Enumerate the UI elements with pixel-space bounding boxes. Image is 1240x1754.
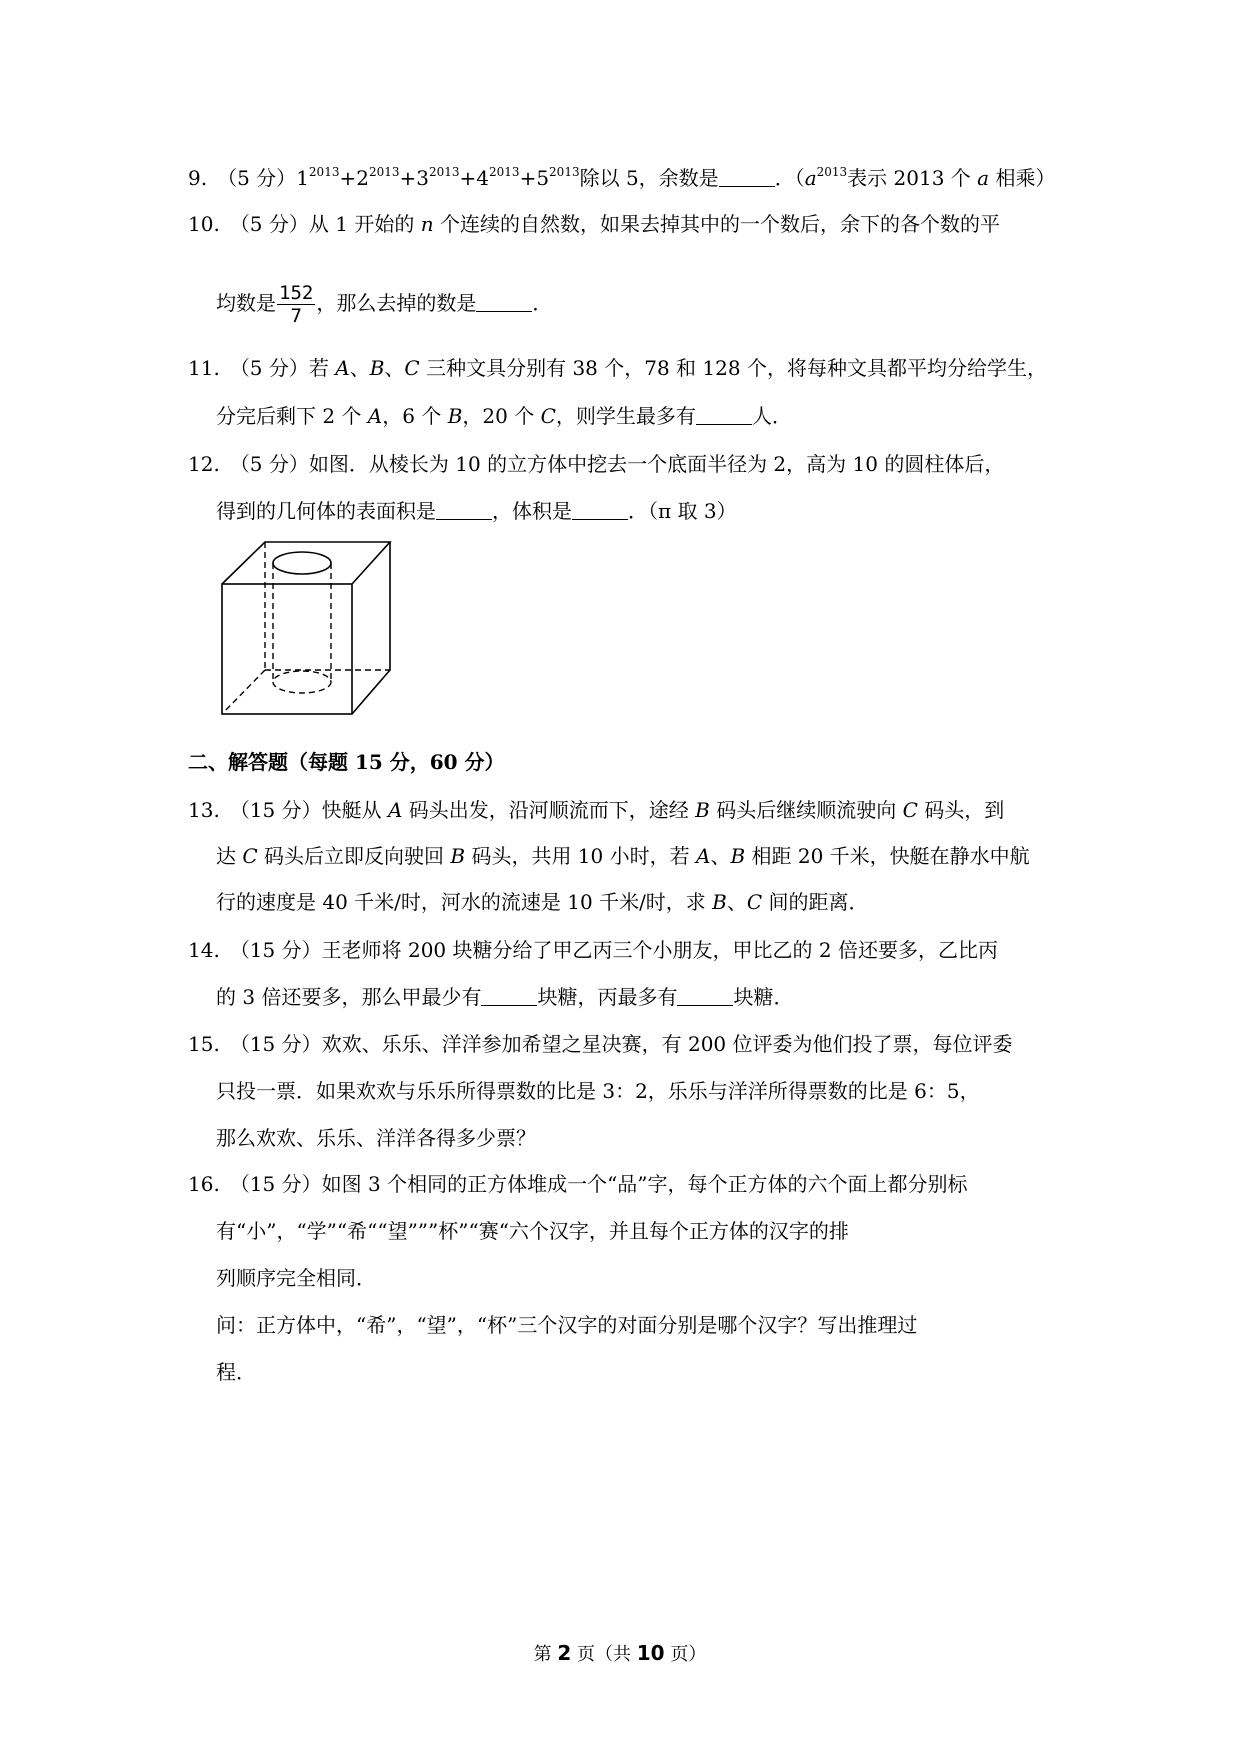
question-text: 码头，到 [917,798,1005,822]
base-1: 1 [296,166,309,190]
variable: C [746,890,763,914]
question-13 [188,796,1004,824]
question-text: 、 [710,844,731,868]
exponent: 2013 [549,165,580,179]
question-text: 那么欢欢、乐乐、洋洋各得多少票？ [216,1126,536,1150]
variable: a [804,166,817,190]
variable: B [447,404,463,428]
fraction-denominator: 7 [290,305,302,327]
question-12 [188,450,1004,478]
page-footer [0,1640,1240,1666]
variable: B [695,798,710,822]
question-16-line-4 [216,1311,917,1339]
question-score: （5 分） [229,212,309,236]
question-13-line-3 [216,888,869,916]
question-text: ，那么去掉的数是 [316,291,477,315]
term: +5 [519,166,550,190]
question-text: ．（ [774,166,805,190]
answer-blank [677,985,733,1006]
variable: A [695,844,711,868]
variable: A [367,404,383,428]
question-text: ，6 个 [382,404,448,428]
question-text: 快艇从 [321,798,388,822]
cylinder-top-ellipse [273,552,331,574]
answer-blank [436,499,492,520]
question-text: 、 [384,356,405,380]
variable: A [387,798,403,822]
question-13-line-2 [216,842,1030,870]
term: +2 [339,166,369,190]
exponent: 2013 [368,165,400,179]
exponent: 2013 [428,165,460,179]
cylinder-bottom-ellipse [273,671,331,693]
question-text: 问：正方体中，“希”，“望”，“杯”三个汉字的对面分别是哪个汉字？写出推理过 [216,1313,918,1337]
question-text: 块糖，丙最多有 [537,985,678,1009]
variable: n [420,212,434,236]
question-text: 从 1 开始的 [308,212,421,236]
footer-text: 第 [533,1644,558,1665]
variable: B [450,844,466,868]
question-text: 三种文具分别有 38 个，78 和 128 个，将每种文具都平均分给学生， [419,356,1047,380]
question-text: 有“小”，“学”“希““望”””杯”“赛“六个汉字，并且每个正方体的汉字的排 [216,1219,849,1243]
fraction-numerator: 152 [279,282,314,304]
answer-blank [572,499,628,520]
question-text: 码头后继续顺流驶向 [709,798,903,822]
question-text: 码头后立即反向驶回 [257,844,451,868]
total-pages: 10 [636,1641,665,1665]
question-number: 14. [188,938,220,962]
page-number: 2 [557,1641,572,1665]
question-text: 间的距离． [762,890,869,914]
question-text: 相距 20 千米，快艇在静水中航 [745,844,1030,868]
question-11 [188,354,1047,382]
question-score: （5 分） [217,166,297,190]
question-16-line-5 [216,1358,256,1386]
hidden-edge [222,670,265,714]
question-text: ．（π 取 3） [628,499,737,523]
question-11-line-2 [216,402,792,430]
question-number: 10. [188,212,220,236]
question-text: 块糖． [733,985,794,1009]
question-15-line-2 [216,1077,980,1105]
question-text: 相乘） [989,166,1056,190]
question-score: （15 分） [229,938,322,962]
answer-blank [696,404,752,425]
question-text: ． [532,291,553,315]
question-number: 16. [188,1172,220,1196]
variable: B [730,844,746,868]
question-text: 如图．从棱长为 10 的立方体中挖去一个底面半径为 2，高为 10 的圆柱体后， [308,452,1005,476]
question-15 [188,1030,1013,1058]
answer-blank [481,985,537,1006]
question-score: （15 分） [229,1172,322,1196]
question-15-line-3 [216,1124,536,1152]
term: +4 [459,166,490,190]
question-score: （5 分） [229,452,309,476]
question-text: 、 [726,890,747,914]
question-16 [188,1170,968,1198]
question-text: 的 3 倍还要多，那么甲最少有 [216,985,482,1009]
question-text: 码头，共用 10 小时，若 [465,844,696,868]
question-16-line-3 [216,1264,376,1292]
question-12-line-2 [216,497,737,525]
question-text: ，20 个 [462,404,541,428]
fraction [277,282,315,327]
cube-with-cylinder-figure [220,540,400,720]
variable: C [540,404,556,428]
question-number: 15. [188,1032,220,1056]
question-text: 欢欢、乐乐、洋洋参加希望之星决赛，有 200 位评委为他们投了票，每位评委 [321,1032,1013,1056]
question-10-line-2 [216,282,552,327]
question-text: 除以 5，余数是 [579,166,719,190]
section-title [188,748,505,776]
variable: A [335,356,350,380]
question-number: 11. [188,356,220,380]
question-text: 达 [216,844,243,868]
question-14-line-2 [216,983,793,1011]
variable: B [712,890,727,914]
question-9 [188,164,1055,192]
question-text: 分完后剩下 2 个 [216,404,368,428]
question-score: （15 分） [229,798,322,822]
cube-top-face [222,542,390,584]
question-10 [188,210,1000,238]
question-text: 得到的几何体的表面积是 [216,499,436,523]
question-score: （15 分） [229,1032,322,1056]
question-text: 王老师将 200 块糖分给了甲乙丙三个小朋友，甲比乙的 2 倍还要多，乙比丙 [321,938,998,962]
variable: B [369,356,385,380]
exponent: 2013 [816,165,848,179]
exponent: 2013 [489,165,520,179]
question-text: 个连续的自然数，如果去掉其中的一个数后，余下的各个数的平 [433,212,1000,236]
question-number: 13. [188,798,220,822]
section-title-text: 二、解答题（每题 15 分，60 分） [188,750,505,774]
question-16-line-2 [216,1217,849,1245]
variable: C [902,798,918,822]
question-text: 程． [216,1360,256,1384]
variable: C [242,844,258,868]
question-text: 只投一票．如果欢欢与乐乐所得票数的比是 3：2，乐乐与洋洋所得票数的比是 6：5， [216,1079,980,1103]
cube-right-face [352,542,390,714]
question-number: 12. [188,452,220,476]
question-text: 、 [349,356,370,380]
question-score: （5 分） [229,356,309,380]
footer-text: 页（共 [571,1644,637,1665]
question-text: 码头出发，沿河顺流而下，途经 [402,798,696,822]
question-text: 若 [308,356,336,380]
variable: a [977,166,990,190]
exponent: 2013 [308,165,340,179]
variable: C [404,356,420,380]
question-text: 均数是 [216,291,276,315]
answer-blank [476,291,532,312]
question-text: 行的速度是 40 千米/时，河水的流速是 10 千米/时，求 [216,890,713,914]
question-text: 如图 3 个相同的正方体堆成一个“品”字，每个正方体的六个面上都分别标 [321,1172,968,1196]
question-14 [188,936,998,964]
answer-blank [719,166,775,187]
question-text: 表示 2013 个 [847,166,978,190]
footer-text: 页） [664,1644,707,1665]
question-text: 列顺序完全相同． [216,1266,376,1290]
term: +3 [399,166,429,190]
question-text: ，体积是 [492,499,572,523]
question-text: 人． [751,404,792,428]
question-number: 9. [188,166,208,190]
question-text: ，则学生最多有 [555,404,696,428]
